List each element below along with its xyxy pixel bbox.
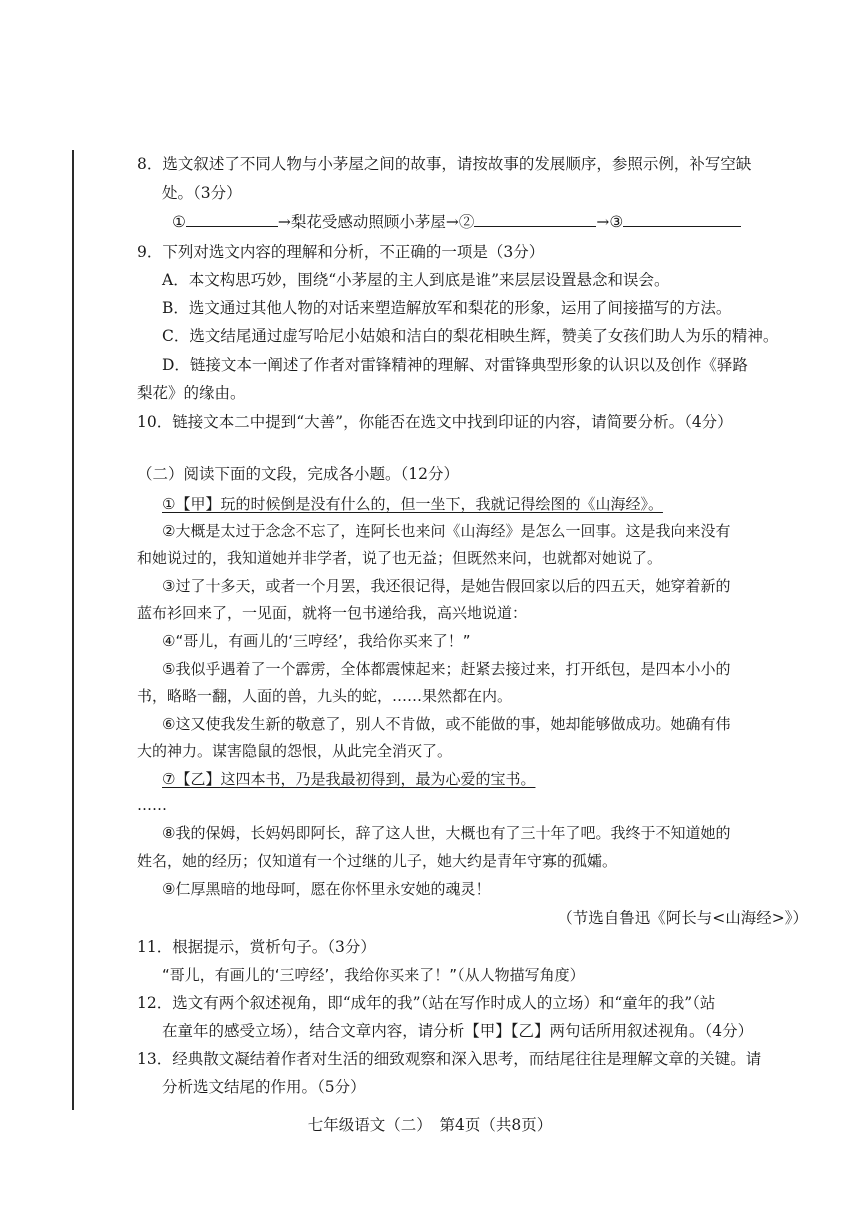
passage-p5-line2: 书，略略一翻，人面的兽，九头的蛇，……果然都在内。 [137,687,513,705]
section2-heading: （二）阅读下面的文段，完成各小题。（12分） [137,465,459,483]
q9-stem: 9．下列对选文内容的理解和分析，不正确的一项是（3分） [137,243,545,261]
passage-p2-line1: ②大概是太过于念念不忘了，连阿长也来问《山海经》是怎么一回事。这是我向来没有 [162,522,731,540]
q8-line2: 处。（3分） [162,184,242,202]
q12-line1: 12．选文有两个叙述视角，即“成年的我”（站在写作时成人的立场）和“童年的我”（站 [137,994,716,1012]
passage-p4: ④“哥儿，有画儿的‘三哼经’，我给你买来了！” [162,632,471,650]
passage-p8-line2: 姓名，她的经历；仅知道有一个过继的儿子，她大约是青年守寡的孤孀。 [137,852,618,870]
q9-option-d-line1: D．链接文本一阐述了作者对雷锋精神的理解、对雷锋典型形象的认识以及创作《驿路 [162,356,748,374]
passage-p6-line1: ⑥这又使我发生新的敬意了，别人不肯做，或不能做的事，她却能够做成功。她确有伟 [162,715,731,733]
q10-stem: 10．链接文本二中提到“大善”，你能否在选文中找到印证的内容，请简要分析。（4分） [137,413,733,431]
passage-source: （节选自鲁迅《阿长与<山海经>》） [557,909,808,927]
q12-line2: 在童年的感受立场），结合文章内容，请分析【甲】【乙】两句话所用叙述视角。（4分） [162,1022,754,1040]
passage-p6-line2: 大的神力。谋害隐鼠的怨恨，从此完全消灭了。 [137,742,453,760]
passage-p3-line2: 蓝布衫回来了，一见面，就将一包书递给我，高兴地说道： [137,604,528,622]
q9-option-b: B．选文通过其他人物的对话来塑造解放军和梨花的形象，运用了间接描写的方法。 [162,299,732,317]
q11-stem: 11．根据提示，赏析句子。（3分） [137,938,376,956]
passage-p7: ⑦【乙】这四本书，乃是我最初得到，最为心爱的宝书。 [162,770,536,788]
q8-line1: 8．选文叙述了不同人物与小茅屋之间的故事，请按故事的发展顺序，参照示例，补写空缺 [137,155,752,173]
q9-option-a: A．本文构思巧妙，围绕“小茅屋的主人到底是谁”来层层设置悬念和误会。 [162,271,670,289]
passage-p3-line1: ③过了十多天，或者一个月罢，我还很记得，是她告假回家以后的四五天，她穿着新的 [162,577,731,595]
passage-p1: ①【甲】玩的时候倒是没有什么的，但一坐下，我就记得绘图的《山海经》。 [162,495,663,513]
q9-option-d-line2: 梨花》的缘由。 [137,384,246,402]
q13-line2: 分析选文结尾的作用。（5分） [162,1078,366,1096]
q8-arrow3: →③ [596,213,624,231]
passage-p9: ⑨仁厚黑暗的地母呵，愿在你怀里永安她的魂灵！ [162,880,491,898]
passage-p8-line1: ⑧我的保姆，长妈妈即阿长，辞了这人世，大概也有了三十年了吧。我终于不知道她的 [162,824,731,842]
q8-circle1: ① [172,213,186,231]
q13-line1: 13．经典散文凝结着作者对生活的细致观察和深入思考，而结尾往往是理解文章的关键。请 [137,1050,762,1068]
passage-p2-line2: 和她说过的，我知道她并非学者，说了也无益；但既然来问，也就都对她说了。 [137,549,663,567]
q8-middle: →梨花受感动照顾小茅屋→② [277,213,475,231]
q8-blank-1[interactable] [186,212,278,227]
q8-blank-3[interactable] [623,212,741,227]
passage-p5-line1: ⑤我似乎遇着了一个霹雳，全体都震悚起来；赶紧去接过来，打开纸包，是四本小小的 [162,660,731,678]
q11-quote: “哥儿，有画儿的‘三哼经’，我给你买来了！”（从人物描写角度） [162,966,585,984]
binding-margin-line [72,150,74,1110]
q8-fill-row [172,212,741,232]
page-footer: 七年级语文（二） 第4页（共8页） [307,1116,553,1134]
q9-option-c: C．选文结尾通过虚写哈尼小姑娘和洁白的梨花相映生辉，赞美了女孩们助人为乐的精神。 [162,327,779,345]
passage-ellipsis: …… [137,796,167,814]
q8-blank-2[interactable] [474,212,596,227]
